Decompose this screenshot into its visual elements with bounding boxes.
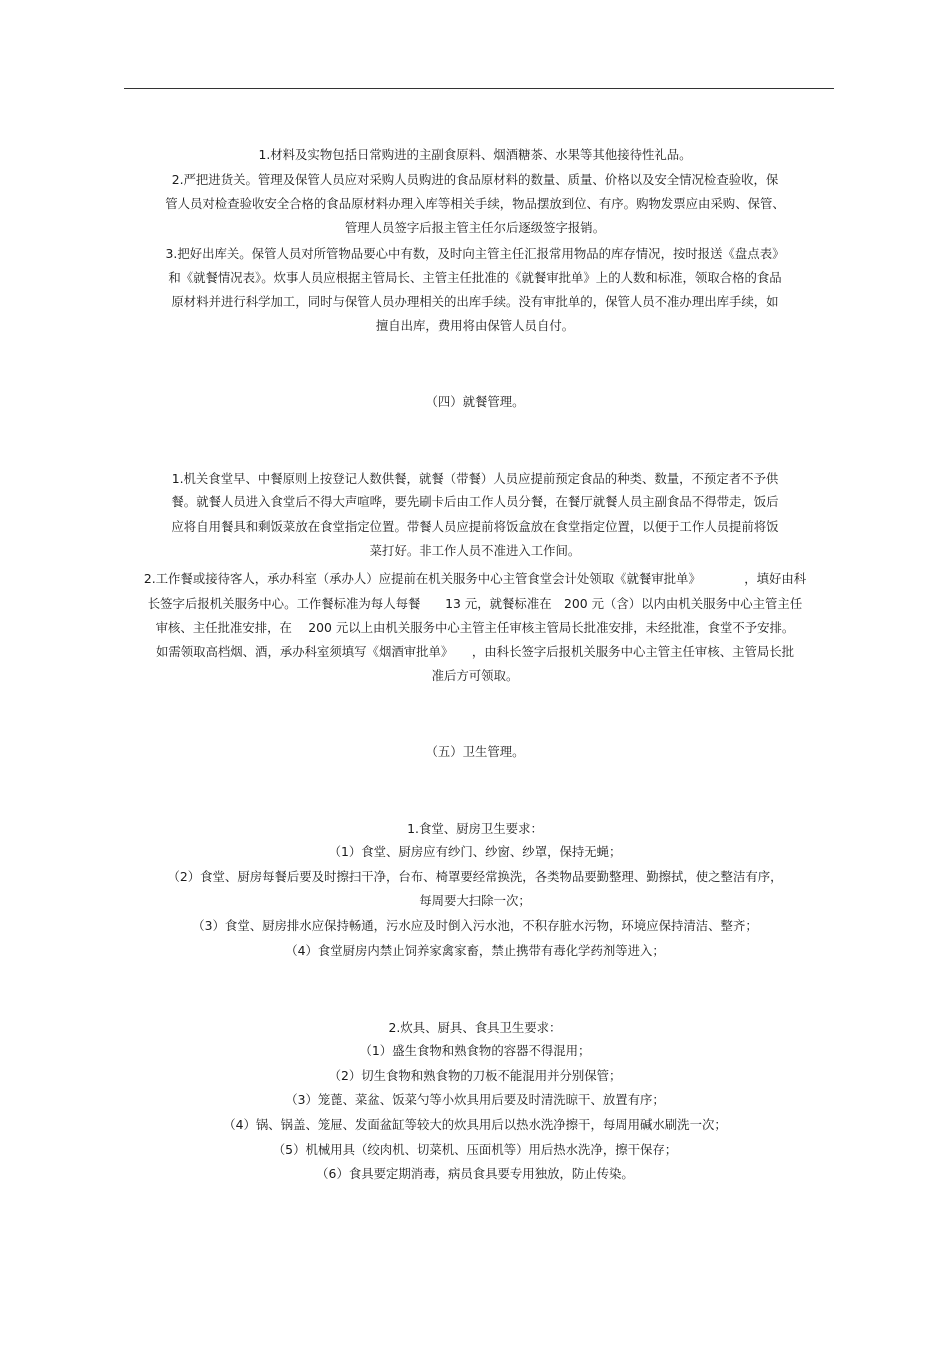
list-item: （2）食堂、厨房每餐后要及时擦扫干净，台布、椅罩要经常换洗，各类物品要勤整理、勤擦拭，使之整洁有序， bbox=[167, 869, 783, 884]
subsection-title: 1.食堂、厨房卫生要求： bbox=[407, 821, 543, 836]
paragraph-line: 擅自出库，费用将由保管人员自付。 bbox=[375, 318, 575, 333]
list-item: （3）笼蓖、菜盆、饭菜勺等小炊具用后要及时清洗晾干、放置有序； bbox=[285, 1092, 665, 1107]
header-rule bbox=[124, 88, 834, 89]
section-heading-hygiene: （五）卫生管理。 bbox=[425, 744, 525, 759]
paragraph-line: 餐。就餐人员进入食堂后不得大声喧哗，要先刷卡后由工作人员分餐，在餐厅就餐人员主副食品不得带走，饭后 bbox=[171, 494, 779, 509]
list-item: （5）机械用具（绞肉机、切菜机、压面机等）用后热水洗净，擦干保存； bbox=[272, 1142, 678, 1157]
paragraph-line: 原材料并进行科学加工，同时与保管人员办理相关的出库手续。没有审批单的，保管人员不准办理出库手续，如 bbox=[171, 294, 779, 309]
list-item: 每周要大扫除一次； bbox=[419, 893, 531, 908]
list-item: （6）食具要定期消毒，病员食具要专用独放，防止传染。 bbox=[316, 1166, 634, 1181]
paragraph-line: 2.严把进货关。管理及保管人员应对采购人员购进的食品原材料的数量、质量、价格以及安全情况检查验收，保 bbox=[171, 172, 779, 187]
section-heading-dining: （四）就餐管理。 bbox=[425, 394, 525, 409]
paragraph-line: 如需领取高档烟、酒，承办科室须填写《烟酒审批单》 ，由科长签字后报机关服务中心主管主任审核、主管局长批 bbox=[155, 644, 795, 659]
paragraph-line: 应将自用餐具和剩饭菜放在食堂指定位置。带餐人员应提前将饭盒放在食堂指定位置，以便于工作人员提前将饭 bbox=[171, 519, 779, 534]
paragraph-line: 审核、主任批准安排，在 200 元以上由机关服务中心主管主任审核主管局长批准安排，未经批准，食堂不予安排。 bbox=[155, 620, 795, 635]
paragraph-line: 1.机关食堂早、中餐原则上按登记人数供餐，就餐（带餐）人员应提前预定食品的种类、数量，不预定者不予供 bbox=[171, 471, 779, 486]
paragraph-line: 1.材料及实物包括日常购进的主副食原料、烟酒糖茶、水果等其他接待性礼品。 bbox=[258, 147, 692, 162]
paragraph-line: 菜打好。非工作人员不准进入工作间。 bbox=[369, 543, 581, 558]
subsection-title: 2.炊具、厨具、食具卫生要求： bbox=[388, 1020, 562, 1035]
list-item: （1）食堂、厨房应有纱门、纱窗、纱罩，保持无蝇； bbox=[328, 844, 622, 859]
list-item: （4）食堂厨房内禁止饲养家禽家畜，禁止携带有毒化学药剂等进入； bbox=[285, 943, 665, 958]
list-item: （2）切生食物和熟食物的刀板不能混用并分别保管； bbox=[328, 1068, 622, 1083]
list-item: （4）锅、锅盖、笼屉、发面盆缸等较大的炊具用后以热水洗净擦干，每周用碱水刷洗一次； bbox=[223, 1117, 727, 1132]
paragraph-line: 和《就餐情况表》。炊事人员应根据主管局长、主管主任批准的《就餐审批单》上的人数和标准，领取合格的食品 bbox=[168, 270, 782, 285]
paragraph-line: 管人员对检查验收安全合格的食品原材料办理入库等相关手续，物品摆放到位、有序。购物发票应由采购、保管、 bbox=[165, 196, 785, 211]
list-item: （1）盛生食物和熟食物的容器不得混用； bbox=[359, 1043, 591, 1058]
paragraph-line: 准后方可领取。 bbox=[431, 668, 519, 683]
paragraph-line: 长签字后报机关服务中心。工作餐标准为每人每餐 13 元，就餐标准在 200 元（含）以内由机关服务中心主管主任 bbox=[147, 596, 803, 611]
paragraph-line: 管理人员签字后报主管主任尔后逐级签字报销。 bbox=[344, 220, 606, 235]
paragraph-line: 3.把好出库关。保管人员对所管物品要心中有数，及时向主管主任汇报常用物品的库存情况，按时报送《盘点表》 bbox=[165, 246, 785, 261]
paragraph-line: 2.工作餐或接待客人，承办科室（承办人）应提前在机关服务中心主管食堂会计处领取《就餐审批单》 ，填好由科 bbox=[143, 571, 807, 586]
list-item: （3）食堂、厨房排水应保持畅通，污水应及时倒入污水池，不积存脏水污物，环境应保持清洁、整齐； bbox=[192, 918, 758, 933]
